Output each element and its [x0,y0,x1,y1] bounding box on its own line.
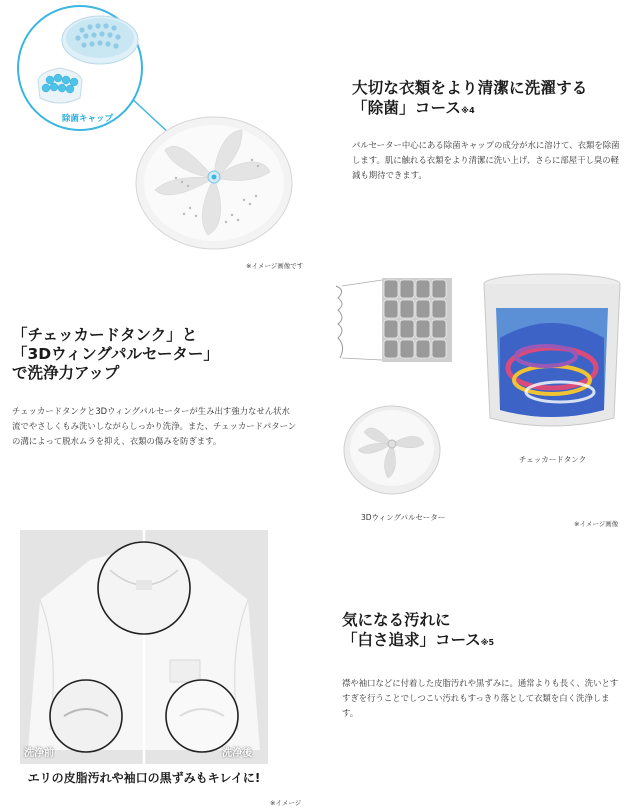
section1-course-name: 「除菌」コース [352,99,462,117]
section3-description: 襟や袖口などに付着した皮脂汚れや黒ずみに。通常よりも長く、洗いとすすぎを行うことでしつこい汚れもすっきり落として衣類を白く洗浄します。 [342,678,619,718]
cap-label: 除菌キャップ [62,114,114,124]
shirt-caption: エリの皮脂汚れや袖口の黒ずみもキレイに! [20,764,268,792]
section2-heading [12,326,312,383]
before-wash-label: 洗浄前 [24,748,54,759]
section3-heading-line1: 気になる汚れに [342,611,451,629]
checkered-tank-label: チェッカードタンク [519,455,587,464]
pulsator-illustration [0,0,340,260]
section1-description: パルセーター中心にある除菌キャップの成分が水に溶けて、衣類を除菌します。肌に触れる衣類をより清潔に洗い上げ、さらに部屋干し臭の軽減も期待できます。 [352,140,620,180]
section1-footnote-mark: ※4 [461,106,475,115]
after-wash-label: 洗浄後 [222,748,252,759]
section1-image-note: ※イメージ画像です [246,262,304,270]
section3-footnote-mark: ※5 [480,638,495,647]
pulsator-label: 3Dウィングパルセーター [361,513,446,522]
washer-tank-illustration [320,268,640,518]
section1-heading-line2 [352,98,632,121]
section1-heading [352,78,632,121]
section2-description: チェッカードタンクと3Dウィングパルセーターが生み出す強力なせん状水流でやさしくもみ洗いしながらしっかり洗浄。また、チェッカードパターンの溝によって脱水ムラを抑え、衣類の傷みを防ぎます。 [12,406,297,446]
section3-image-note: ※イメージ [270,799,302,807]
section2-heading-line3: で洗浄力アップ [12,364,120,382]
section2-heading-line2: 「3Dウィングパルセーター」 [12,345,219,363]
section3-course-name: 「白さ追求」コース [342,631,481,649]
section3-heading [342,610,622,653]
section2-image-note: ※イメージ画像 [574,520,619,528]
section3-heading-line2 [342,630,622,653]
section1-heading-line1: 大切な衣類をより清潔に洗濯する [352,79,588,97]
section2-heading-line1: 「チェッカードタンク」と [12,326,198,344]
